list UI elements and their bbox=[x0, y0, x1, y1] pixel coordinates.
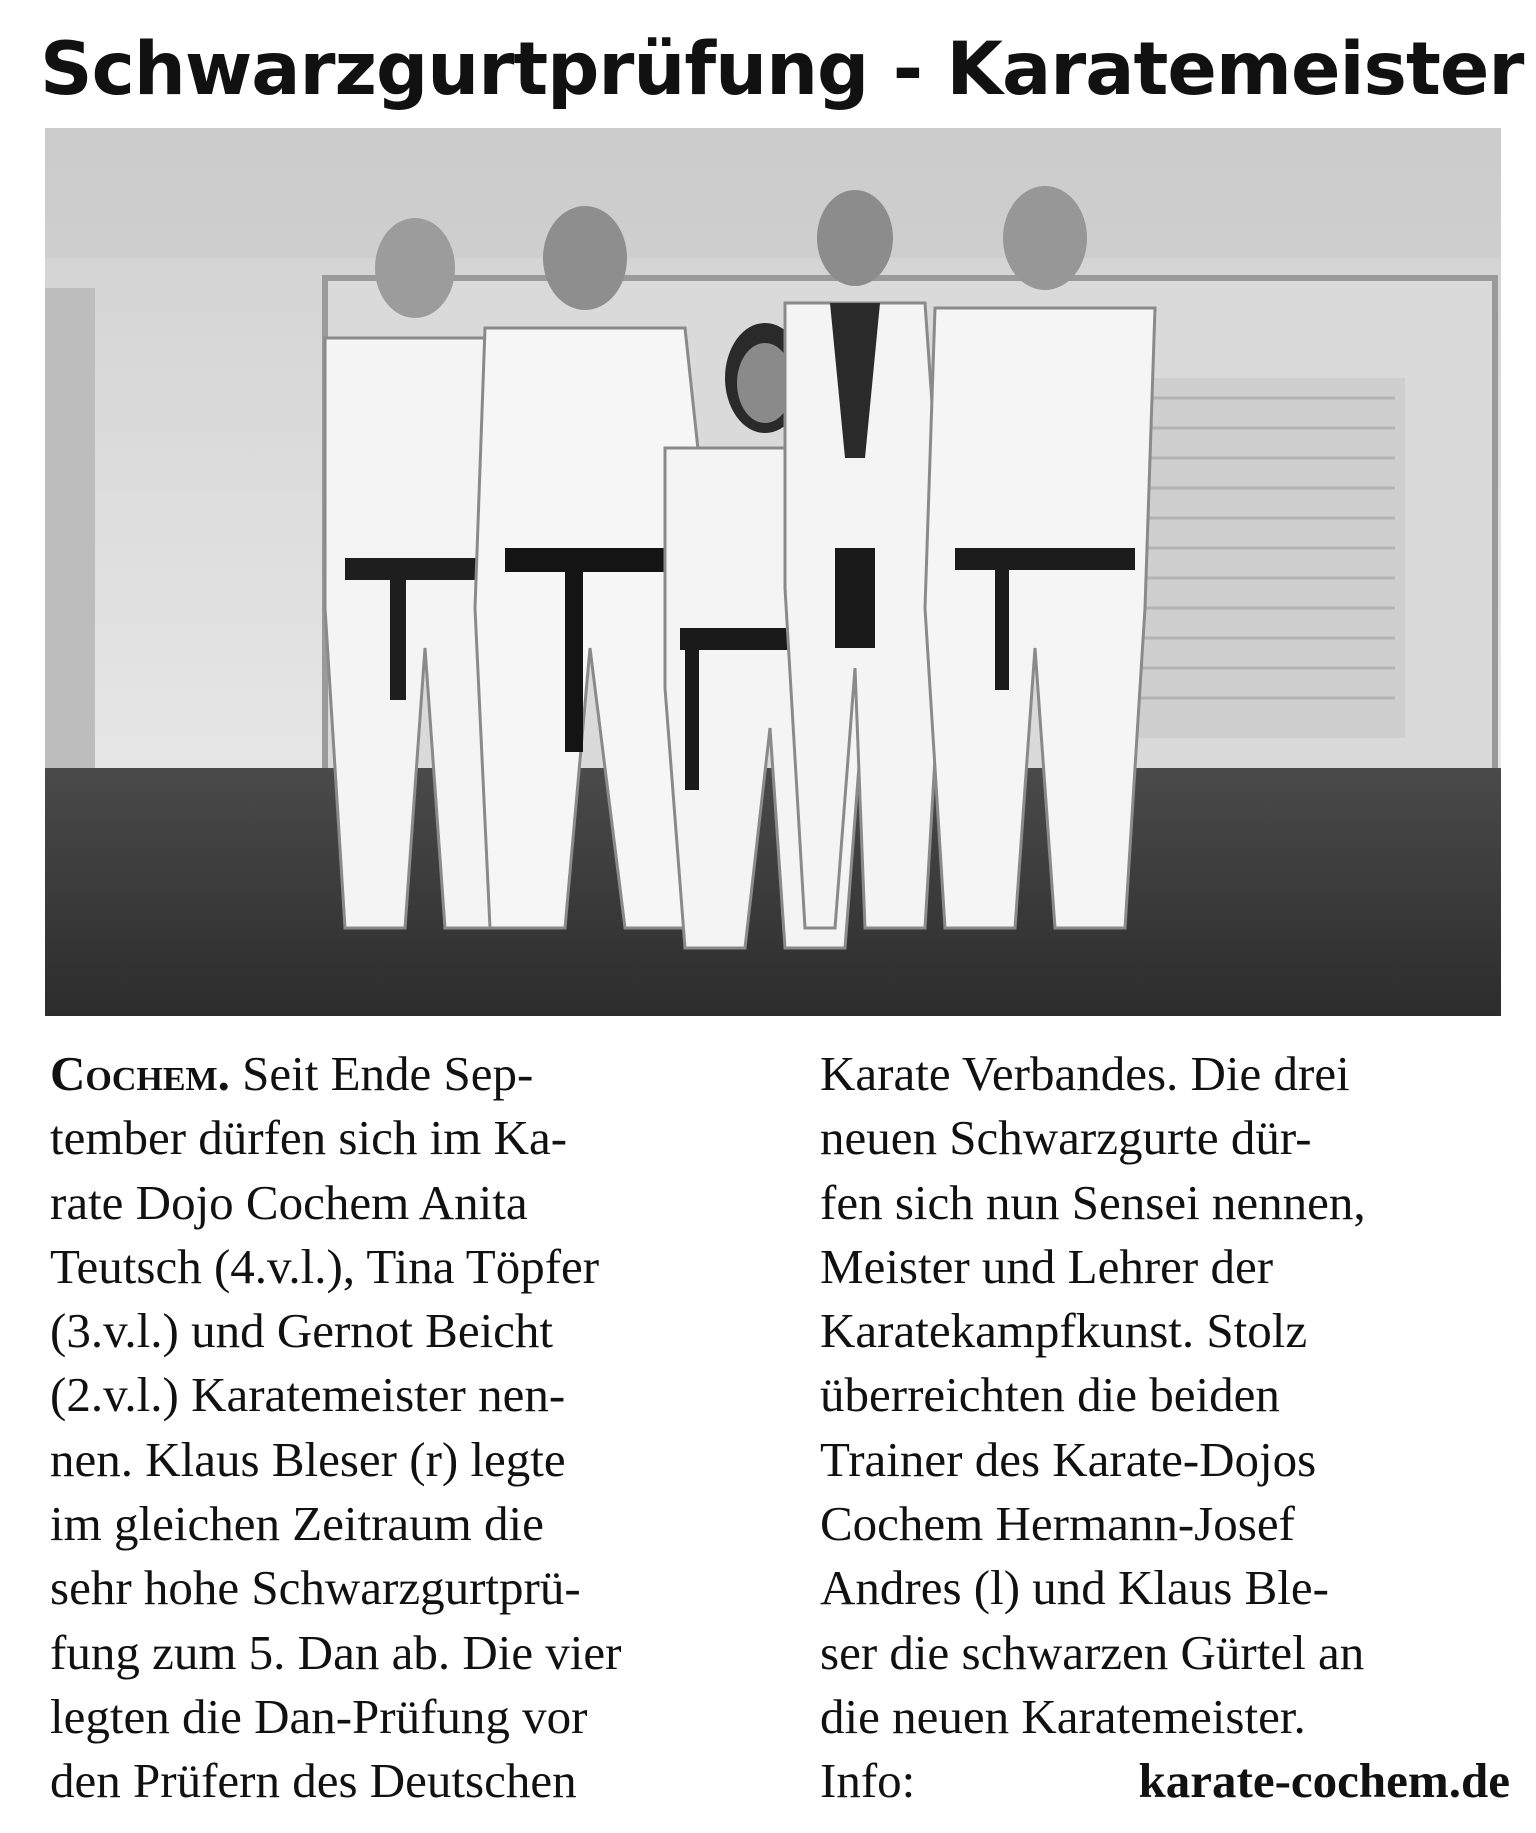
article-line: legten die Dan-Prüfung vor bbox=[50, 1688, 588, 1744]
article-line: Andres (l) und Klaus Ble- bbox=[820, 1560, 1329, 1616]
article-line bbox=[50, 1042, 750, 1106]
article-line: rate Dojo Cochem Anita bbox=[50, 1174, 528, 1230]
article-line: ser die schwarzen Gürtel an bbox=[820, 1624, 1365, 1680]
article-line: nen. Klaus Bleser (r) legte bbox=[50, 1431, 566, 1487]
article-line: Teutsch (4.v.l.), Tina Töpfer bbox=[50, 1238, 600, 1294]
article-line: (2.v.l.) Karatemeister nen- bbox=[50, 1367, 566, 1423]
dateline: Cochem. bbox=[50, 1046, 230, 1101]
info-line bbox=[820, 1749, 1510, 1813]
article-line: Meister und Lehrer der bbox=[820, 1238, 1274, 1294]
article-line: den Prüfern des Deutschen bbox=[50, 1753, 577, 1809]
headline: Schwarzgurtprüfung - Karatemeister bbox=[40, 27, 1524, 112]
group-photo-illustration bbox=[45, 128, 1501, 1016]
article-text: Seit Ende Sep- bbox=[229, 1046, 534, 1101]
group-photo bbox=[45, 128, 1501, 1016]
article-line: sehr hohe Schwarzgurtprü- bbox=[50, 1560, 581, 1616]
info-label: Info: bbox=[820, 1753, 1139, 1809]
article-line: im gleichen Zeitraum die bbox=[50, 1496, 544, 1552]
info-url-link[interactable]: karate-cochem.de bbox=[1138, 1753, 1510, 1809]
article-line: tember dürfen sich im Ka- bbox=[50, 1110, 568, 1166]
article-line: neuen Schwarzgurte dür- bbox=[820, 1110, 1312, 1166]
article-line: Cochem Hermann-Josef bbox=[820, 1496, 1295, 1552]
article-line: die neuen Karatemeister. bbox=[820, 1688, 1306, 1744]
article-line: Karatekampfkunst. Stolz bbox=[820, 1303, 1308, 1359]
article-line: fen sich nun Sensei nennen, bbox=[820, 1174, 1366, 1230]
article-line: überreichten die beiden bbox=[820, 1367, 1280, 1423]
article-line: Trainer des Karate-Dojos bbox=[820, 1431, 1317, 1487]
article-line: (3.v.l.) und Gernot Beicht bbox=[50, 1303, 554, 1359]
article-column-right bbox=[820, 1042, 1510, 1814]
article-line: Karate Verbandes. Die drei bbox=[820, 1046, 1350, 1101]
article-column-left bbox=[50, 1042, 750, 1814]
article-line: fung zum 5. Dan ab. Die vier bbox=[50, 1624, 622, 1680]
